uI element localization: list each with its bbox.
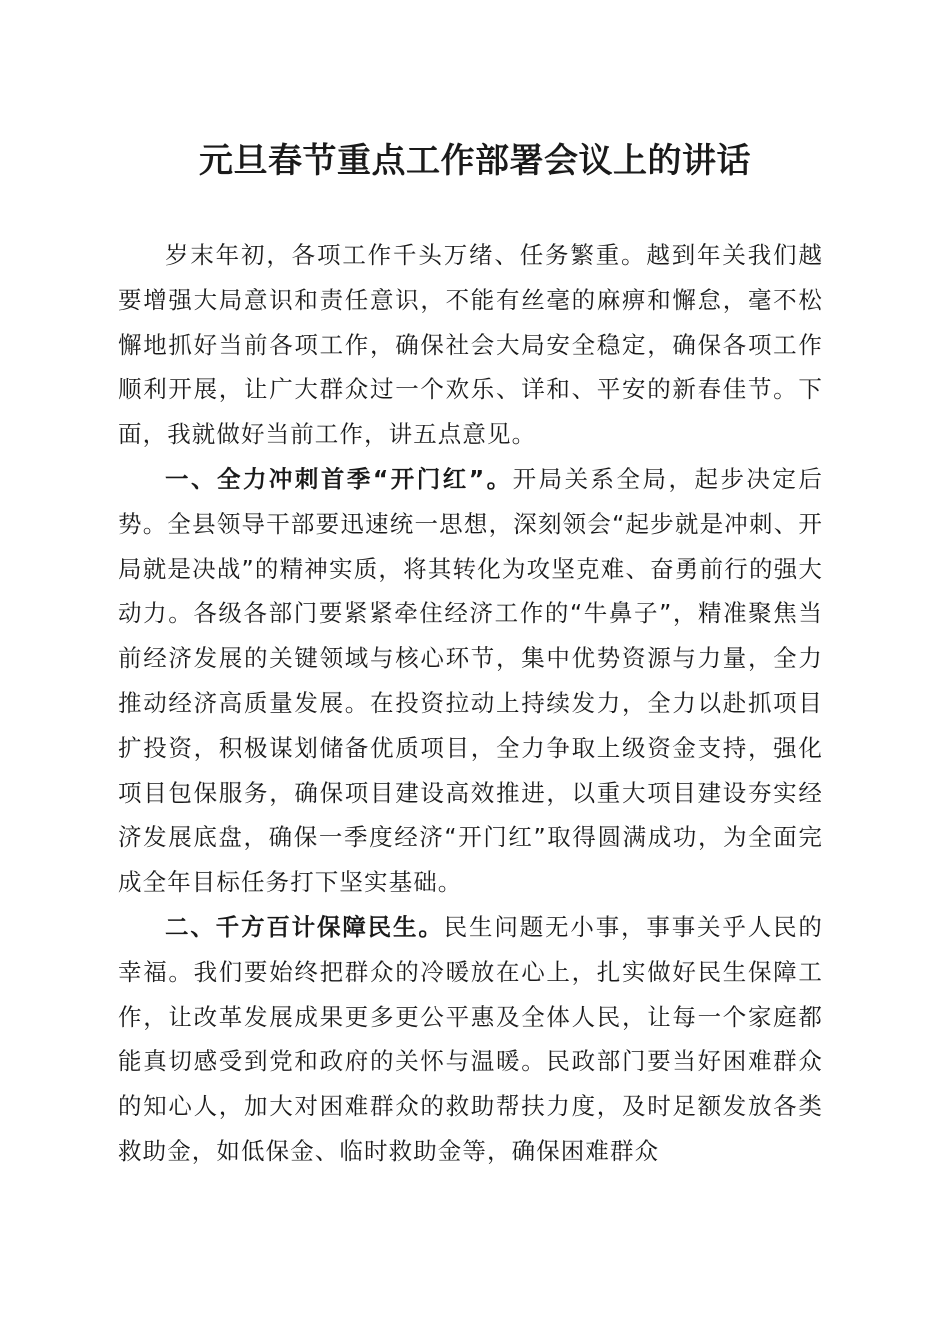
paragraph-text: 岁末年初，各项工作千头万绪、任务繁重。越到年关我们越要增强大局意识和责任意识，不能有丝毫的麻痹和懈怠，毫不松懈地抓好当前各项工作，确保社会大局安全稳定，确保各项工作顺利开展，让广大群众过一个欢乐、详和、平安的新春佳节。下面，我就做好当前工作，讲五点意见。 [118, 241, 823, 449]
document-title: 元旦春节重点工作部署会议上的讲话 [199, 141, 751, 181]
paragraph-heading: 二、千方百计保障民生。 [165, 912, 444, 941]
document-body [118, 233, 823, 1174]
paragraph-section-2 [118, 905, 823, 1174]
paragraph-text: 开局关系全局，起步决定后势。全县领导干部要迅速统一思想，深刻领会“起步就是冲刺、开局就是决战”的精神实质，将其转化为攻坚克难、奋勇前行的强大动力。各级各部门要紧紧牵住经济工作的“牛鼻子”，精准聚焦当前经济发展的关键领域与核心环节，集中优势资源与力量，全力推动经济高质量发展。在投资拉动上持续发力，全力以赴抓项目扩投资，积极谋划储备优质项目，全力争取上级资金支持，强化项目包保服务，确保项目建设高效推进，以重大项目建设夯实经济发展底盘，确保一季度经济“开门红”取得圆满成功，为全面完成全年目标任务打下坚实基础。 [118, 464, 823, 897]
paragraph-section-1 [118, 457, 823, 905]
paragraph-text: 民生问题无小事，事事关乎人民的幸福。我们要始终把群众的冷暖放在心上，扎实做好民生保障工作，让改革发展成果更多更公平惠及全体人民，让每一个家庭都能真切感受到党和政府的关怀与温暖。民政部门要当好困难群众的知心人，加大对困难群众的救助帮扶力度，及时足额发放各类救助金，如低保金、临时救助金等，确保困难群众 [118, 912, 824, 1165]
paragraph-intro [118, 233, 823, 457]
paragraph-heading: 一、全力冲刺首季“开门红”。 [165, 464, 513, 493]
